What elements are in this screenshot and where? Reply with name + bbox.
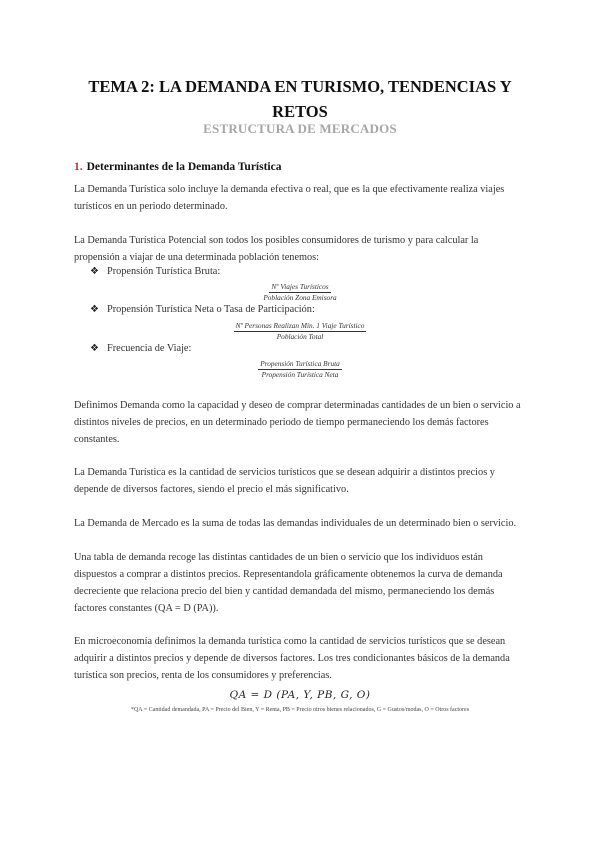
fraction-denominator: Población Total — [276, 332, 324, 341]
paragraph-7-line-3: turística son precios, renta de los consumidores y preferencias. — [74, 670, 332, 681]
section-heading-text: Determinantes de la Demanda Turística — [86, 161, 282, 173]
title-line-1: TEMA 2: LA DEMANDA EN TURISMO, TENDENCIAS Y — [88, 77, 512, 96]
fraction-denominator: Propensión Turística Neta — [261, 370, 339, 379]
fraction-numerator: Nº Personas Realizan Mín. 1 Viaje Turístico — [235, 321, 365, 330]
paragraph-3-line-3: constantes. — [74, 434, 120, 445]
diamond-bullet-icon: ❖ — [90, 304, 99, 315]
title-line-2: RETOS — [272, 102, 328, 121]
bullet-item — [90, 343, 191, 354]
paragraph-6-line-4: factores constantes (QA = D (PA)). — [74, 603, 219, 614]
paragraph-2-line-1: La Demanda Turística Potencial son todos los posibles consumidores de turismo y para calcular la — [74, 235, 479, 246]
paragraph-6-line-3: decreciente que relaciona precio del bien y cantidad demandada del mismo, permaneciendo los demás — [74, 586, 495, 597]
section-heading — [74, 161, 281, 173]
paragraph-2-line-2: propensión a viajar de una determinada población tenemos: — [74, 252, 320, 263]
page-subtitle: ESTRUCTURA DE MERCADOS — [203, 121, 397, 136]
fraction-numerator: Nº Viajes Turísticos — [271, 282, 329, 291]
fraction — [0, 282, 600, 302]
paragraph-7-line-2: adquirir a distintos precios y depende de diversos factores. Los tres condicionantes básicos de la demanda — [74, 653, 510, 664]
fraction-denominator: Población Zona Emisora — [263, 293, 337, 302]
paragraph-3-line-1: Definimos Demanda como la capacidad y deseo de comprar determinadas cantidades de un bien o servicio a — [74, 400, 521, 411]
fraction — [0, 359, 600, 379]
bullet-label: Propensión Turística Neta o Tasa de Participación: — [106, 304, 315, 315]
fraction — [0, 321, 600, 341]
bullet-item — [90, 266, 220, 277]
bullet-item — [90, 304, 315, 315]
paragraph-1-line-2: turísticos en un periodo determinado. — [74, 201, 228, 212]
paragraph-4-line-2: depende de diversos factores, siendo el precio el más significativo. — [74, 484, 349, 495]
demand-formula: QA = D (PA, Y, PB, G, O) — [229, 689, 371, 701]
paragraph-5-line-1: La Demanda de Mercado es la suma de todas las demandas individuales de un determinado bien o servicio. — [74, 518, 517, 529]
bullet-label: Frecuencia de Viaje: — [106, 343, 192, 354]
paragraph-3-line-2: distintos niveles de precios, en un determinado periodo de tiempo permaneciendo los demás factores — [74, 417, 489, 428]
formula-footnote: *QA = Cantidad demandada, PA = Precio del Bien, Y = Renta, PB = Precio otros bienes relacionados, G = Gustos/modas, O = Otros factores — [130, 707, 470, 713]
fraction-numerator: Propensión Turística Bruta — [260, 359, 340, 368]
diamond-bullet-icon: ❖ — [90, 343, 99, 354]
bullet-label: Propensión Turística Bruta: — [106, 266, 221, 277]
section-number: 1. — [74, 161, 83, 173]
paragraph-6-line-1: Una tabla de demanda recoge las distintas cantidades de un bien o servicio que los individuos están — [74, 552, 483, 563]
diamond-bullet-icon: ❖ — [90, 266, 99, 277]
paragraph-1-line-1: La Demanda Turística solo incluye la demanda efectiva o real, que es la que efectivamente realiza viajes — [74, 184, 505, 195]
paragraph-4-line-1: La Demanda Turística es la cantidad de servicios turísticos que se desean adquirir a distintos precios y — [74, 467, 495, 478]
paragraph-7-line-1: En microeconomía definimos la demanda turística como la cantidad de servicios turísticos que se desean — [74, 636, 506, 647]
paragraph-6-line-2: dispuestos a comprar a distintos precios. Representandola gráficamente obtenemos la curva de demanda — [74, 569, 503, 580]
page-title — [60, 74, 540, 124]
